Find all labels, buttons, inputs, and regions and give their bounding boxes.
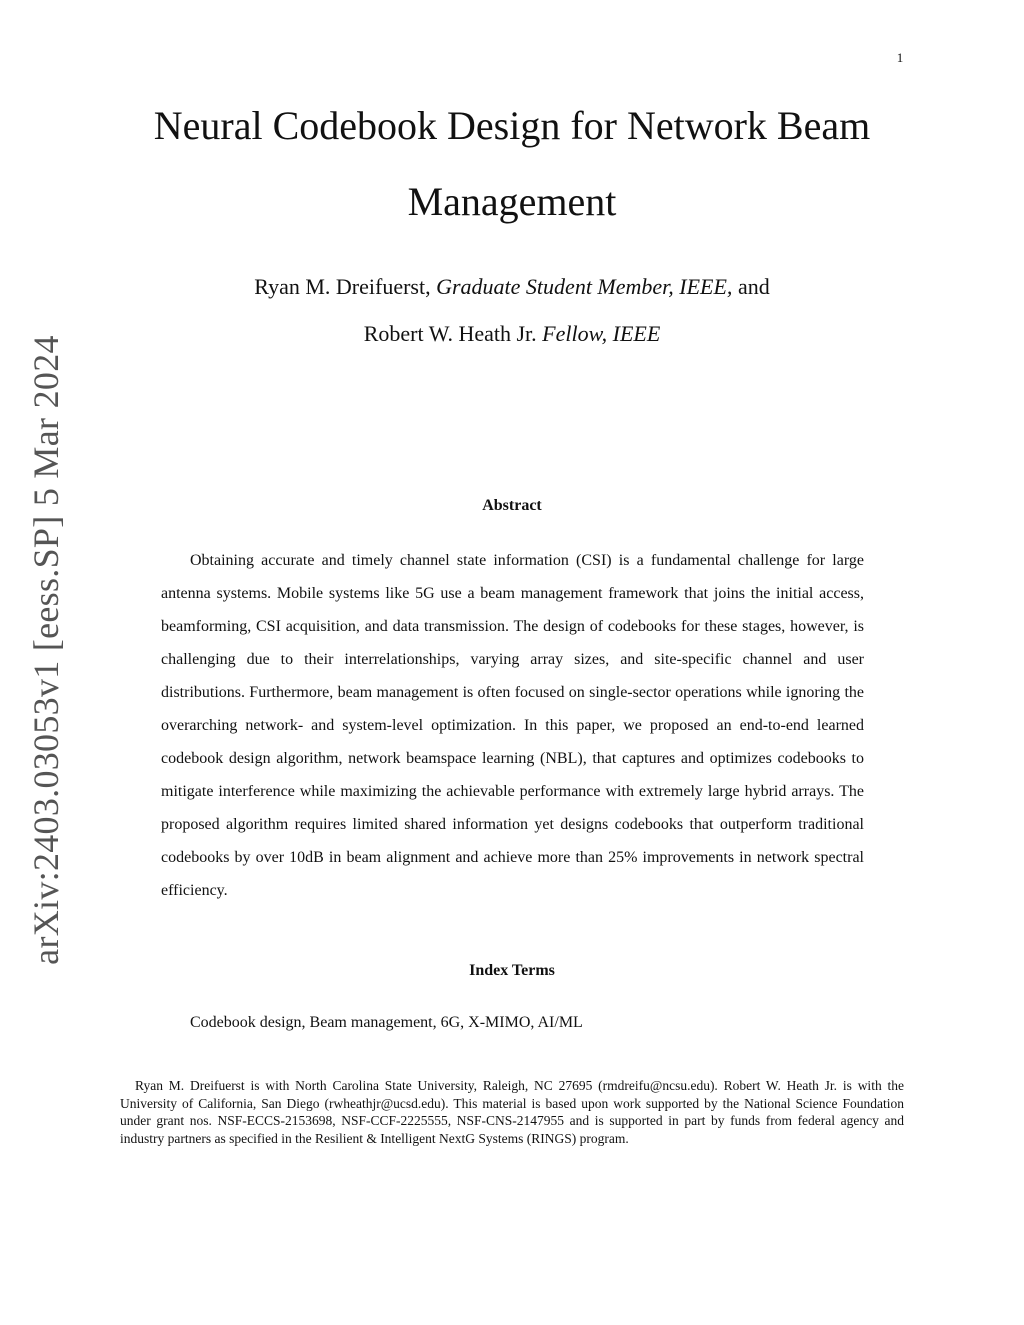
abstract-heading: Abstract (482, 497, 542, 514)
author-footnote: Ryan M. Dreifuerst is with North Carolina State University, Raleigh, NC 27695 (rmdreifu@ncsu.edu). Robert W. Heath Jr. is with the University of California, San Diego (rwheathjr@ucsd.edu). This material is based upon work supported by the National Science Foundation under grant nos. NSF-ECCS-2153698, NSF-CCF-2225555, NSF-CNS-2147955 and is supported in part by funds from federal agency and industry partners as specified in the Resilient & Intelligent NextG Systems (RINGS) program. (120, 1078, 904, 1146)
index-terms-body: Codebook design, Beam management, 6G, X-MIMO, AI/ML (190, 1014, 583, 1031)
author-1-affiliation: Graduate Student Member, IEEE, (436, 274, 733, 299)
index-terms-heading: Index Terms (469, 962, 555, 979)
arxiv-identifier-stamp: arXiv:2403.03053v1 [eess.SP] 5 Mar 2024 (26, 335, 66, 965)
author-2-affiliation: Fellow, IEEE (542, 321, 661, 346)
author-line-2 (100, 321, 924, 347)
page-number: 1 (896, 50, 904, 65)
author-2-name: Robert W. Heath Jr. (363, 321, 537, 346)
author-1-name: Ryan M. Dreifuerst, (254, 274, 431, 299)
paper-title: Neural Codebook Design for Network Beam Management (153, 103, 871, 224)
author-conjunction: and (737, 274, 770, 299)
author-line-1 (100, 274, 924, 300)
abstract-body: Obtaining accurate and timely channel state information (CSI) is a fundamental challenge for large antenna systems. Mobile systems like 5G use a beam management framework that joins the initial access, beamforming, CSI acquisition, and data transmission. The design of codebooks for these stages, however, is challenging due to their interrelationships, varying array sizes, and site-specific channel and user distributions. Furthermore, beam management is often focused on single-sector operations while ignoring the overarching network- and system-level optimization. In this paper, we proposed an end-to-end learned codebook design algorithm, network beamspace learning (NBL), that captures and optimizes codebooks to mitigate interference while maximizing the achievable performance with extremely large hybrid arrays. The proposed algorithm requires limited shared information yet designs codebooks that outperform traditional codebooks by over 10dB in beam alignment and achieve more than 25% improvements in network spectral efficiency. (161, 552, 864, 899)
